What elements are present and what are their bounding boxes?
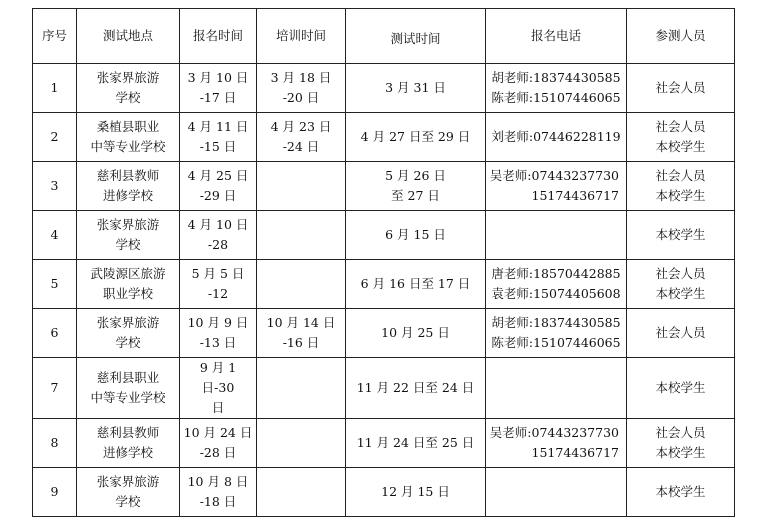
- cell-location: 张家界旅游 学校: [77, 64, 180, 113]
- cell-phone: [486, 358, 627, 419]
- header-phone: 报名电话: [486, 9, 627, 64]
- cell-participants: 社会人员 本校学生: [627, 419, 735, 468]
- cell-participants: 本校学生: [627, 358, 735, 419]
- cell-phone: 吴老师:07443237730 15174436717: [486, 419, 627, 468]
- table-row: [33, 64, 735, 113]
- cell-participants: 社会人员 本校学生: [627, 113, 735, 162]
- cell-phone: 胡老师:18374430585 陈老师:15107446065: [486, 64, 627, 113]
- cell-training: [257, 419, 346, 468]
- cell-training: [257, 358, 346, 419]
- header-location: 测试地点: [77, 9, 180, 64]
- header-no: 序号: [33, 9, 77, 64]
- cell-test: 11 月 22 日至 24 日: [346, 358, 486, 419]
- cell-no: 3: [33, 162, 77, 211]
- cell-register: 10 月 8 日 -18 日: [180, 468, 257, 517]
- table-header-row: [33, 9, 735, 64]
- cell-test: 6 月 16 日至 17 日: [346, 260, 486, 309]
- cell-training: 4 月 23 日 -24 日: [257, 113, 346, 162]
- cell-training: [257, 468, 346, 517]
- cell-phone: 刘老师:07446228119: [486, 113, 627, 162]
- cell-no: 2: [33, 113, 77, 162]
- cell-participants: 本校学生: [627, 211, 735, 260]
- cell-test: 5 月 26 日 至 27 日: [346, 162, 486, 211]
- cell-training: [257, 260, 346, 309]
- header-register: 报名时间: [180, 9, 257, 64]
- cell-test: 3 月 31 日: [346, 64, 486, 113]
- header-participants: 参测人员: [627, 9, 735, 64]
- cell-training: 10 月 14 日 -16 日: [257, 309, 346, 358]
- cell-location: 张家界旅游 学校: [77, 468, 180, 517]
- table-row: [33, 468, 735, 517]
- cell-register: 4 月 10 日 -28: [180, 211, 257, 260]
- cell-no: 6: [33, 309, 77, 358]
- cell-training: [257, 211, 346, 260]
- table-row: [33, 419, 735, 468]
- cell-participants: 社会人员: [627, 309, 735, 358]
- header-test: 测试时间: [346, 9, 486, 64]
- table-row: [33, 211, 735, 260]
- cell-location: 慈利县教师 进修学校: [77, 162, 180, 211]
- cell-location: 张家界旅游 学校: [77, 211, 180, 260]
- table-row: [33, 260, 735, 309]
- cell-no: 5: [33, 260, 77, 309]
- cell-no: 8: [33, 419, 77, 468]
- cell-no: 4: [33, 211, 77, 260]
- cell-phone: 吴老师:07443237730 15174436717: [486, 162, 627, 211]
- cell-no: 9: [33, 468, 77, 517]
- cell-participants: 社会人员 本校学生: [627, 260, 735, 309]
- cell-phone: 胡老师:18374430585 陈老师:15107446065: [486, 309, 627, 358]
- table-row: [33, 162, 735, 211]
- test-schedule-table: [32, 8, 735, 517]
- table-row: [33, 113, 735, 162]
- cell-location: 慈利县职业 中等专业学校: [77, 358, 180, 419]
- cell-register: 10 月 24 日 -28 日: [180, 419, 257, 468]
- cell-test: 11 月 24 日至 25 日: [346, 419, 486, 468]
- cell-register: 3 月 10 日 -17 日: [180, 64, 257, 113]
- cell-participants: 社会人员: [627, 64, 735, 113]
- cell-participants: 本校学生: [627, 468, 735, 517]
- cell-location: 桑植县职业 中等专业学校: [77, 113, 180, 162]
- cell-phone: 唐老师:18570442885 袁老师:15074405608: [486, 260, 627, 309]
- cell-phone: [486, 468, 627, 517]
- table-row: [33, 358, 735, 419]
- cell-location: 慈利县教师 进修学校: [77, 419, 180, 468]
- cell-register: 5 月 5 日 -12: [180, 260, 257, 309]
- table-row: [33, 309, 735, 358]
- cell-location: 武陵源区旅游 职业学校: [77, 260, 180, 309]
- cell-no: 1: [33, 64, 77, 113]
- cell-test: 6 月 15 日: [346, 211, 486, 260]
- cell-no: 7: [33, 358, 77, 419]
- cell-training: 3 月 18 日 -20 日: [257, 64, 346, 113]
- cell-register: 4 月 25 日 -29 日: [180, 162, 257, 211]
- cell-register: 4 月 11 日 -15 日: [180, 113, 257, 162]
- cell-register: 10 月 9 日 -13 日: [180, 309, 257, 358]
- header-training: 培训时间: [257, 9, 346, 64]
- cell-location: 张家界旅游 学校: [77, 309, 180, 358]
- cell-phone: [486, 211, 627, 260]
- cell-test: 4 月 27 日至 29 日: [346, 113, 486, 162]
- cell-test: 10 月 25 日: [346, 309, 486, 358]
- cell-register: 9 月 1 日-30 日: [180, 358, 257, 419]
- cell-training: [257, 162, 346, 211]
- cell-test: 12 月 15 日: [346, 468, 486, 517]
- cell-participants: 社会人员 本校学生: [627, 162, 735, 211]
